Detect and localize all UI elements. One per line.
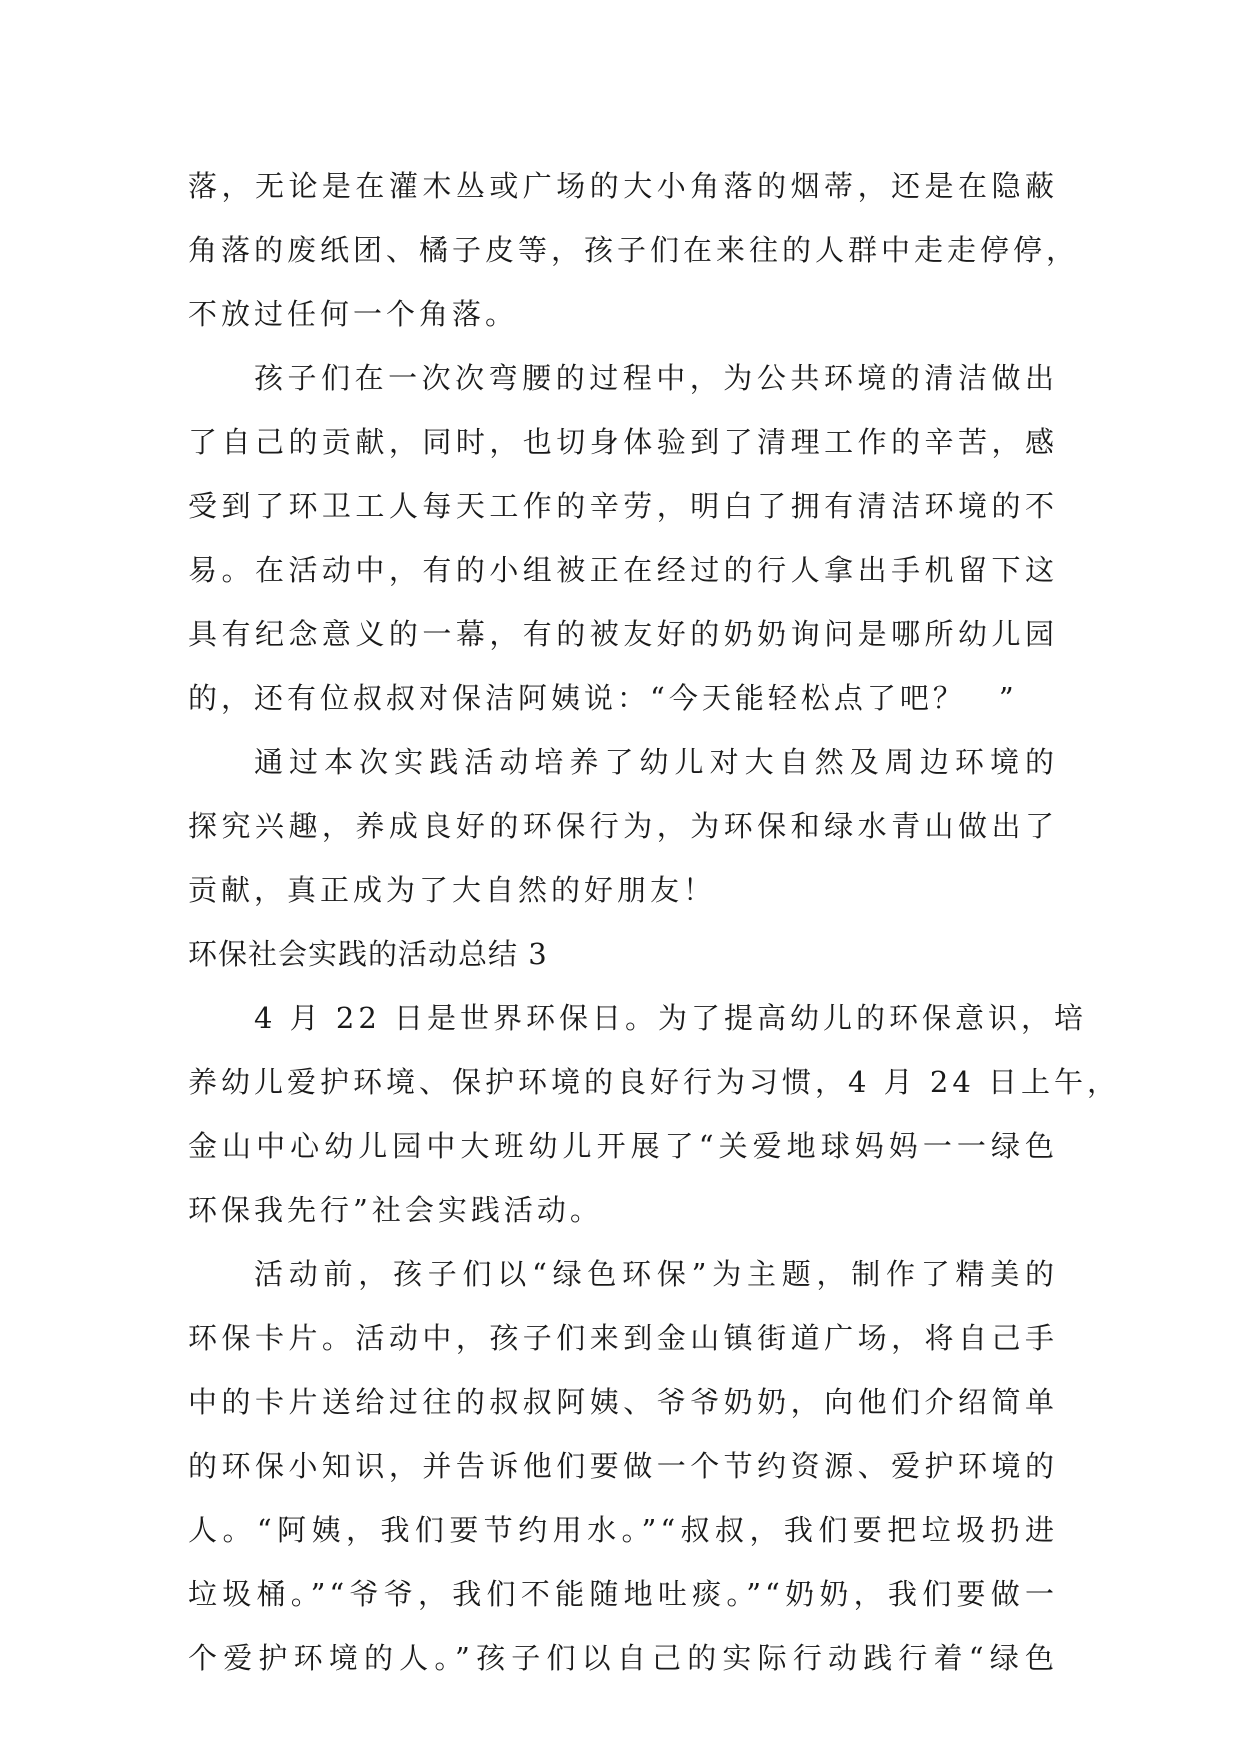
text-line: 垃圾桶。”“爷爷，我们不能随地吐痰。”“奶奶，我们要做一 [188,1577,1058,1611]
text-line: 个爱护环境的人。”孩子们以自己的实际行动践行着“绿色 [188,1641,1058,1675]
text-line: 养幼儿爱护环境、保护环境的良好行为习惯，4 月 24 日上午， [188,1065,1121,1099]
section-heading: 环保社会实践的活动总结 3 [188,937,548,971]
text-line: 的，还有位叔叔对保洁阿姨说：“今天能轻松点了吧？ ” [188,681,1018,715]
text-line: 4 月 22 日是世界环保日。为了提高幼儿的环保意识，培 [254,1001,1088,1035]
text-line: 落，无论是在灌木丛或广场的大小角落的烟蒂，还是在隐蔽 [188,169,1058,203]
document-body [188,154,1121,1690]
text-line: 贡献，真正成为了大自然的好朋友！ [188,873,717,907]
text-line: 不放过任何一个角落。 [188,297,519,331]
text-line: 角落的废纸团、橘子皮等，孩子们在来往的人群中走走停停， [188,233,1080,267]
text-line: 金山中心幼儿园中大班幼儿开展了“关爱地球妈妈一一绿色 [188,1129,1058,1163]
text-line: 中的卡片送给过往的叔叔阿姨、爷爷奶奶，向他们介绍简单 [188,1385,1058,1419]
text-line: 活动前，孩子们以“绿色环保”为主题，制作了精美的 [254,1257,1058,1291]
text-line: 人。“阿姨，我们要节约用水。”“叔叔，我们要把垃圾扔进 [188,1513,1058,1547]
text-line: 了自己的贡献，同时，也切身体验到了清理工作的辛苦，感 [188,425,1058,459]
text-line: 环保卡片。活动中，孩子们来到金山镇街道广场，将自己手 [188,1321,1058,1355]
text-line: 孩子们在一次次弯腰的过程中，为公共环境的清洁做出 [254,361,1058,395]
text-line: 环保我先行”社会实践活动。 [188,1193,603,1227]
text-line: 易。在活动中，有的小组被正在经过的行人拿出手机留下这 [188,553,1058,587]
text-line: 通过本次实践活动培养了幼儿对大自然及周边环境的 [254,745,1058,779]
text-line: 受到了环卫工人每天工作的辛劳，明白了拥有清洁环境的不 [188,489,1058,523]
text-line: 具有纪念意义的一幕，有的被友好的奶奶询问是哪所幼儿园 [188,617,1058,651]
text-line: 的环保小知识，并告诉他们要做一个节约资源、爱护环境的 [188,1449,1058,1483]
text-line: 探究兴趣，养成良好的环保行为，为环保和绿水青山做出了 [188,809,1058,843]
